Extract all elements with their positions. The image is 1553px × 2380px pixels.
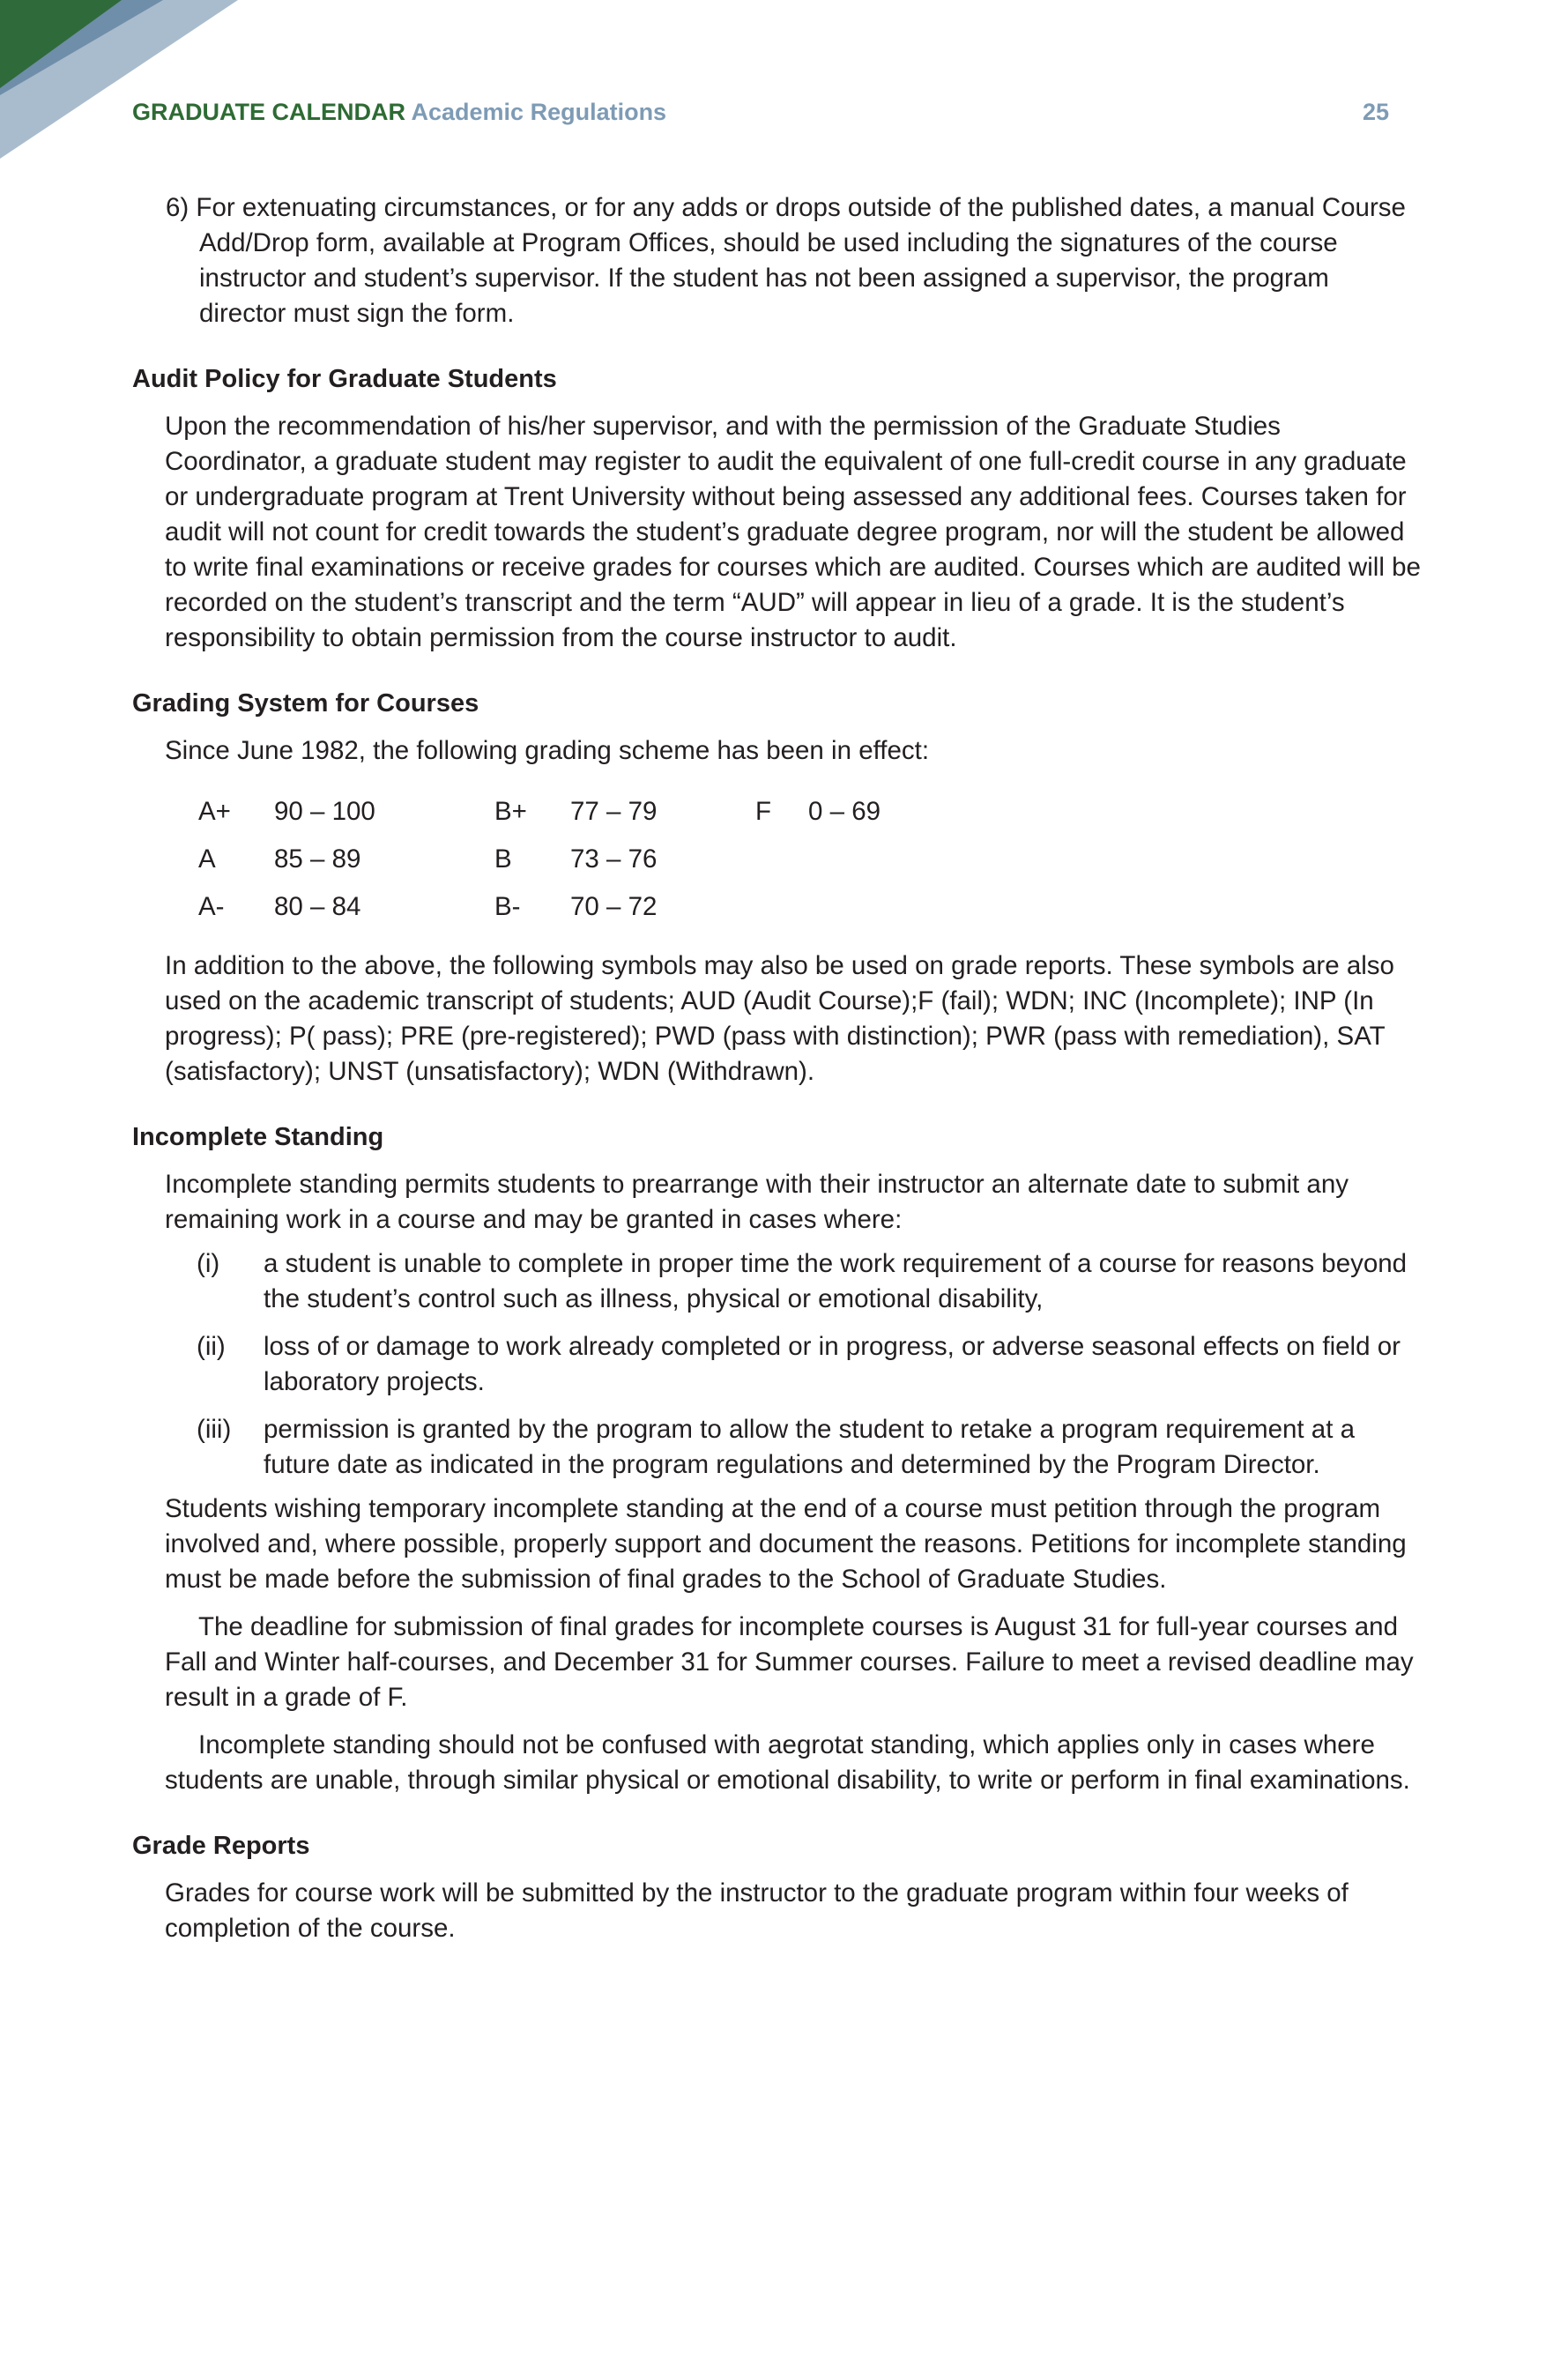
incomplete-list bbox=[165, 1246, 1421, 1483]
incomplete-section bbox=[132, 1167, 1421, 1798]
grade-letter: A- bbox=[198, 892, 225, 921]
grade-letter: B+ bbox=[494, 797, 527, 826]
incomplete-heading: Incomplete Standing bbox=[132, 1123, 384, 1151]
grade-letter: B bbox=[494, 844, 512, 874]
grade-range: 0 – 69 bbox=[808, 797, 881, 826]
grade-letter: A bbox=[198, 844, 216, 874]
list-item bbox=[165, 1412, 1421, 1483]
grade-range: 77 – 79 bbox=[570, 797, 658, 826]
grade-range bbox=[808, 883, 881, 931]
incomplete-intro: Incomplete standing permits students to prearrange with their instructor an alternate date to submit any remaining work in a course and may be granted in cases where: bbox=[165, 1170, 1349, 1234]
list-item bbox=[165, 1246, 1421, 1317]
list-item-text: permission is granted by the program to allow the student to retake a program requirement at a future date as indicated in the program regulations and determined by the Program Director. bbox=[264, 1415, 1356, 1479]
reports-text: Grades for course work will be submitted by the instructor to the graduate program within four weeks of completion of the course. bbox=[165, 1878, 1349, 1943]
grade-letter: F bbox=[755, 797, 772, 826]
reports-section bbox=[132, 1876, 1421, 1946]
list-item-number: (iii) bbox=[197, 1415, 232, 1444]
list-item-text: loss of or damage to work already completed or in progress, or adverse seasonal effects on field or laboratory projects. bbox=[264, 1332, 1401, 1396]
grading-intro: Since June 1982, the following grading scheme has been in effect: bbox=[165, 736, 930, 765]
header-title: GRADUATE CALENDAR bbox=[132, 99, 405, 125]
page-number: 25 bbox=[1362, 99, 1389, 125]
grade-letter bbox=[755, 836, 808, 883]
grade-letter: A+ bbox=[198, 797, 231, 826]
grade-row bbox=[198, 836, 881, 883]
grade-letter bbox=[755, 883, 808, 931]
list-item-number: (i) bbox=[197, 1249, 220, 1278]
running-header bbox=[132, 99, 1389, 134]
reports-heading: Grade Reports bbox=[132, 1832, 310, 1860]
grading-symbols: In addition to the above, the following symbols may also be used on grade reports. These symbols are also used on the academic transcript of students; AUD (Audit Course);F (fail); WDN; INC (Incomplete); INP (In progress); P( pass); PRE (pre-registered); PWD (pass with distinction); PWR (pass with remediation), SAT (satisfactory); UNST (unsatisfactory); WDN (Withdrawn). bbox=[165, 951, 1394, 1086]
list-item-text: a student is unable to complete in proper time the work requirement of a course for reasons beyond the student’s control such as illness, physical or emotional disability, bbox=[264, 1249, 1408, 1313]
grade-range: 85 – 89 bbox=[274, 844, 361, 874]
page-content bbox=[132, 190, 1421, 1946]
incomplete-paragraph-1: Students wishing temporary incomplete standing at the end of a course must petition through the program involved and, where possible, properly support and document the reasons. Petitions for incomplete standing must be made before the submission of final grades to the School of Graduate Studies. bbox=[165, 1494, 1407, 1594]
audit-heading: Audit Policy for Graduate Students bbox=[132, 365, 557, 393]
grading-table bbox=[198, 788, 881, 931]
grade-range: 70 – 72 bbox=[570, 892, 658, 921]
list-item-number: (ii) bbox=[197, 1332, 226, 1361]
grade-range: 90 – 100 bbox=[274, 797, 375, 826]
corner-decoration bbox=[0, 0, 238, 159]
audit-section bbox=[132, 409, 1421, 656]
grading-section bbox=[132, 733, 1421, 1090]
grade-row bbox=[198, 883, 881, 931]
grade-range bbox=[808, 836, 881, 883]
header-subtitle: Academic Regulations bbox=[411, 99, 667, 125]
incomplete-paragraph-2: The deadline for submission of final grades for incomplete courses is August 31 for full-year courses and Fall and Winter half-courses, and December 31 for Summer courses. Failure to meet a revised deadline may result in a grade of F. bbox=[165, 1612, 1414, 1712]
grading-heading: Grading System for Courses bbox=[132, 689, 479, 718]
grade-range: 73 – 76 bbox=[570, 844, 658, 874]
intro-item-6: 6) For extenuating circumstances, or for any adds or drops outside of the published dates, a manual Course Add/Drop form, available at Program Offices, should be used including the signatures of the course instructor and student’s supervisor. If the student has not been assigned a supervisor, the program director must sign the form. bbox=[166, 193, 1406, 328]
grade-row bbox=[198, 788, 881, 836]
incomplete-paragraph-3: Incomplete standing should not be confused with aegrotat standing, which applies only in cases where students are unable, through similar physical or emotional disability, to write or perform in final examinations. bbox=[165, 1730, 1410, 1795]
audit-text: Upon the recommendation of his/her supervisor, and with the permission of the Graduate Studies Coordinator, a graduate student may register to audit the equivalent of one full-credit course in any graduate or undergraduate program at Trent University without being assessed any additional fees. Courses taken for audit will not count for credit towards the student’s graduate degree program, nor will the student be allowed to write final examinations or receive grades for courses which are audited. Courses which are audited will be recorded on the student’s transcript and the term “AUD” will appear in lieu of a grade. It is the student’s responsibility to obtain permission from the course instructor to audit. bbox=[165, 412, 1421, 652]
grade-range: 80 – 84 bbox=[274, 892, 361, 921]
list-item bbox=[165, 1329, 1421, 1400]
grade-letter: B- bbox=[494, 892, 521, 921]
